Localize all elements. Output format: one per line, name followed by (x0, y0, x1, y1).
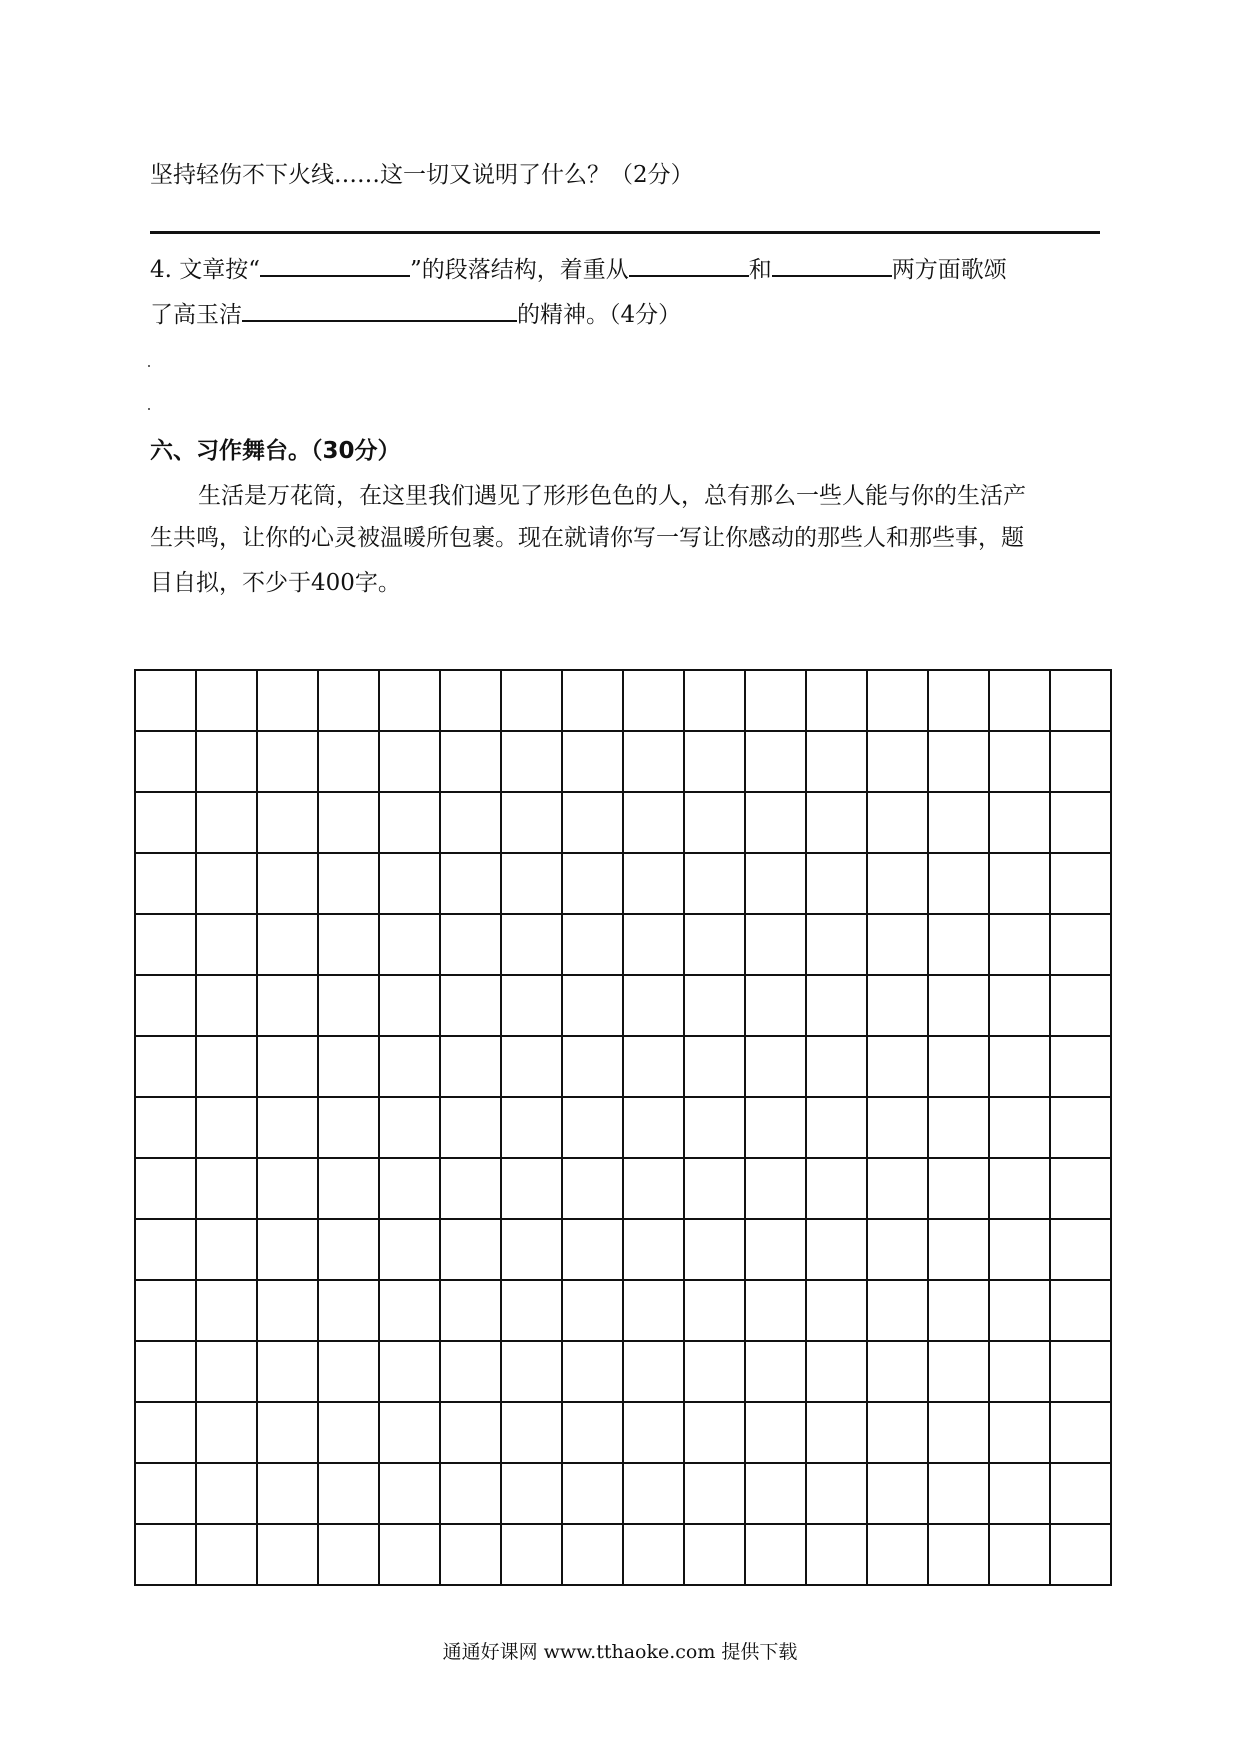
grid-cell[interactable] (562, 853, 623, 914)
grid-cell[interactable] (684, 975, 745, 1036)
grid-cell[interactable] (867, 1097, 928, 1158)
grid-cell[interactable] (745, 914, 806, 975)
grid-cell[interactable] (562, 1402, 623, 1463)
grid-cell[interactable] (745, 1280, 806, 1341)
grid-cell[interactable] (806, 975, 867, 1036)
grid-cell[interactable] (257, 1097, 318, 1158)
footer: 通通好课网 www.tthaoke.com 提供下载 (442, 1641, 798, 1663)
grid-row (135, 792, 1111, 853)
grid-cell[interactable] (1050, 853, 1111, 914)
grid-cell[interactable] (196, 975, 257, 1036)
grid-cell[interactable] (379, 1524, 440, 1585)
grid-cell[interactable] (806, 731, 867, 792)
grid-cell[interactable] (989, 1280, 1050, 1341)
grid-cell[interactable] (623, 1341, 684, 1402)
grid-cell[interactable] (1050, 1036, 1111, 1097)
grid-cell[interactable] (318, 1524, 379, 1585)
grid-cell[interactable] (928, 1158, 989, 1219)
grid-cell[interactable] (806, 1097, 867, 1158)
grid-cell[interactable] (135, 731, 196, 792)
grid-cell[interactable] (684, 1463, 745, 1524)
grid-cell[interactable] (928, 731, 989, 792)
grid-cell[interactable] (745, 1219, 806, 1280)
grid-cell[interactable] (684, 792, 745, 853)
grid-cell[interactable] (135, 1219, 196, 1280)
grid-row (135, 1524, 1111, 1585)
grid-cell[interactable] (928, 792, 989, 853)
grid-cell[interactable] (867, 731, 928, 792)
scan-speck (148, 365, 150, 367)
question-3-tail: 坚持轻伤不下火线……这一切又说明了什么？（2分） (150, 162, 694, 188)
grid-cell[interactable] (379, 1097, 440, 1158)
grid-cell[interactable] (196, 792, 257, 853)
grid-row (135, 1341, 1111, 1402)
grid-cell[interactable] (745, 975, 806, 1036)
grid-cell[interactable] (684, 914, 745, 975)
grid-cell[interactable] (501, 1036, 562, 1097)
grid-cell[interactable] (318, 1341, 379, 1402)
grid-cell[interactable] (989, 792, 1050, 853)
grid-cell[interactable] (318, 792, 379, 853)
grid-cell[interactable] (867, 853, 928, 914)
grid-cell[interactable] (928, 1463, 989, 1524)
grid-cell[interactable] (257, 1036, 318, 1097)
grid-cell[interactable] (440, 1402, 501, 1463)
grid-row (135, 914, 1111, 975)
grid-cell[interactable] (135, 1341, 196, 1402)
grid-cell[interactable] (257, 975, 318, 1036)
grid-cell[interactable] (623, 975, 684, 1036)
grid-cell[interactable] (257, 670, 318, 731)
grid-cell[interactable] (196, 1158, 257, 1219)
grid-cell[interactable] (806, 1341, 867, 1402)
grid-cell[interactable] (440, 914, 501, 975)
grid-cell[interactable] (440, 1341, 501, 1402)
grid-cell[interactable] (318, 731, 379, 792)
grid-cell[interactable] (562, 1158, 623, 1219)
grid-cell[interactable] (989, 670, 1050, 731)
grid-cell[interactable] (379, 670, 440, 731)
grid-cell[interactable] (440, 731, 501, 792)
grid-cell[interactable] (1050, 792, 1111, 853)
grid-cell[interactable] (806, 1158, 867, 1219)
grid-cell[interactable] (623, 914, 684, 975)
question-4-line-1 (150, 253, 1007, 285)
grid-cell[interactable] (745, 853, 806, 914)
grid-cell[interactable] (989, 1097, 1050, 1158)
grid-cell[interactable] (318, 1097, 379, 1158)
grid-cell[interactable] (196, 1036, 257, 1097)
grid-cell[interactable] (1050, 1280, 1111, 1341)
grid-cell[interactable] (318, 853, 379, 914)
grid-cell[interactable] (257, 853, 318, 914)
grid-cell[interactable] (501, 1524, 562, 1585)
grid-cell[interactable] (989, 1219, 1050, 1280)
grid-cell[interactable] (745, 1158, 806, 1219)
grid-cell[interactable] (867, 1219, 928, 1280)
grid-cell[interactable] (1050, 1097, 1111, 1158)
grid-cell[interactable] (257, 1402, 318, 1463)
grid-row (135, 1463, 1111, 1524)
grid-cell[interactable] (562, 1341, 623, 1402)
grid-cell[interactable] (135, 914, 196, 975)
grid-cell[interactable] (501, 1463, 562, 1524)
grid-cell[interactable] (196, 853, 257, 914)
grid-row (135, 670, 1111, 731)
grid-cell[interactable] (745, 1341, 806, 1402)
grid-cell[interactable] (257, 1524, 318, 1585)
grid-cell[interactable] (135, 853, 196, 914)
grid-cell[interactable] (1050, 1402, 1111, 1463)
grid-cell[interactable] (928, 670, 989, 731)
grid-cell[interactable] (135, 1524, 196, 1585)
grid-cell[interactable] (318, 1036, 379, 1097)
grid-cell[interactable] (501, 1219, 562, 1280)
grid-cell[interactable] (684, 1524, 745, 1585)
grid-cell[interactable] (501, 1280, 562, 1341)
grid-cell[interactable] (562, 914, 623, 975)
grid-cell[interactable] (379, 1280, 440, 1341)
question-4-text-d: 两方面歌颂 (891, 257, 1007, 283)
grid-cell[interactable] (379, 853, 440, 914)
grid-cell[interactable] (989, 914, 1050, 975)
grid-cell[interactable] (440, 1097, 501, 1158)
question-4-text-c: 和 (748, 257, 772, 283)
grid-cell[interactable] (440, 1463, 501, 1524)
grid-cell[interactable] (135, 792, 196, 853)
grid-cell[interactable] (135, 670, 196, 731)
grid-cell[interactable] (684, 731, 745, 792)
grid-cell[interactable] (684, 1158, 745, 1219)
grid-cell[interactable] (501, 975, 562, 1036)
grid-cell[interactable] (440, 792, 501, 853)
grid-cell[interactable] (379, 792, 440, 853)
question-4-text-a: 文章按“ (179, 257, 261, 283)
grid-cell[interactable] (684, 670, 745, 731)
grid-cell[interactable] (806, 853, 867, 914)
grid-cell[interactable] (501, 1402, 562, 1463)
grid-cell[interactable] (318, 1219, 379, 1280)
grid-cell[interactable] (440, 670, 501, 731)
prompt-line-2: 生共鸣，让你的心灵被温暖所包裹。现在就请你写一写让你感动的那些人和那些事，题 (150, 525, 1024, 551)
grid-cell[interactable] (257, 1341, 318, 1402)
grid-cell[interactable] (745, 792, 806, 853)
blank-aspect-2[interactable] (772, 253, 892, 277)
grid-cell[interactable] (379, 975, 440, 1036)
grid-cell[interactable] (257, 1280, 318, 1341)
grid-cell[interactable] (135, 1280, 196, 1341)
grid-cell[interactable] (562, 1097, 623, 1158)
grid-cell[interactable] (135, 975, 196, 1036)
grid-cell[interactable] (623, 853, 684, 914)
grid-cell[interactable] (257, 1219, 318, 1280)
grid-cell[interactable] (562, 1463, 623, 1524)
prompt-line-3: 目自拟，不少于400字。 (150, 570, 401, 596)
grid-cell[interactable] (867, 914, 928, 975)
question-4-text-b: ”的段落结构，着重从 (410, 257, 629, 283)
grid-cell[interactable] (989, 1341, 1050, 1402)
grid-cell[interactable] (562, 792, 623, 853)
grid-cell[interactable] (745, 1402, 806, 1463)
grid-cell[interactable] (806, 1036, 867, 1097)
grid-cell[interactable] (867, 1402, 928, 1463)
grid-cell[interactable] (196, 1341, 257, 1402)
grid-cell[interactable] (928, 1097, 989, 1158)
grid-row (135, 1036, 1111, 1097)
blank-spirit[interactable] (242, 298, 517, 322)
grid-cell[interactable] (379, 1219, 440, 1280)
grid-cell[interactable] (196, 1280, 257, 1341)
grid-cell[interactable] (379, 1402, 440, 1463)
grid-cell[interactable] (135, 1158, 196, 1219)
blank-structure[interactable] (260, 253, 410, 277)
grid-cell[interactable] (867, 1158, 928, 1219)
question-4-text-e: 了高玉洁 (150, 302, 242, 328)
grid-cell[interactable] (1050, 975, 1111, 1036)
grid-cell[interactable] (684, 1280, 745, 1341)
grid-cell[interactable] (440, 1524, 501, 1585)
grid-cell[interactable] (623, 670, 684, 731)
grid-cell[interactable] (562, 975, 623, 1036)
grid-cell[interactable] (928, 1036, 989, 1097)
question-4-line-2 (150, 298, 681, 330)
grid-cell[interactable] (806, 1463, 867, 1524)
grid-cell[interactable] (440, 1036, 501, 1097)
grid-cell[interactable] (928, 975, 989, 1036)
grid-cell[interactable] (257, 914, 318, 975)
grid-cell[interactable] (806, 670, 867, 731)
grid-cell[interactable] (196, 670, 257, 731)
grid-cell[interactable] (135, 1402, 196, 1463)
grid-cell[interactable] (806, 1219, 867, 1280)
grid-cell[interactable] (867, 975, 928, 1036)
section-6-title: 六、习作舞台。（30分） (150, 438, 401, 464)
grid-cell[interactable] (379, 1158, 440, 1219)
grid-cell[interactable] (562, 1524, 623, 1585)
answer-line[interactable] (150, 231, 1100, 234)
grid-cell[interactable] (440, 1158, 501, 1219)
grid-cell[interactable] (623, 1280, 684, 1341)
grid-cell[interactable] (379, 1341, 440, 1402)
grid-cell[interactable] (867, 670, 928, 731)
grid-cell[interactable] (745, 1463, 806, 1524)
grid-cell[interactable] (623, 1524, 684, 1585)
prompt-line-1: 生活是万花筒，在这里我们遇见了形形色色的人，总有那么一些人能与你的生活产 (198, 483, 1026, 509)
grid-cell[interactable] (623, 1036, 684, 1097)
grid-cell[interactable] (1050, 1463, 1111, 1524)
grid-cell[interactable] (623, 1463, 684, 1524)
grid-cell[interactable] (745, 670, 806, 731)
grid-cell[interactable] (379, 731, 440, 792)
grid-cell[interactable] (562, 1280, 623, 1341)
grid-cell[interactable] (1050, 914, 1111, 975)
grid-cell[interactable] (501, 670, 562, 731)
grid-cell[interactable] (684, 1036, 745, 1097)
grid-cell[interactable] (562, 731, 623, 792)
grid-cell[interactable] (501, 1341, 562, 1402)
grid-cell[interactable] (318, 670, 379, 731)
grid-cell[interactable] (501, 853, 562, 914)
scan-speck (148, 408, 150, 410)
grid-cell[interactable] (989, 1463, 1050, 1524)
grid-cell[interactable] (806, 1402, 867, 1463)
grid-cell[interactable] (562, 1219, 623, 1280)
grid-cell[interactable] (318, 1402, 379, 1463)
grid-cell[interactable] (196, 1463, 257, 1524)
grid-cell[interactable] (501, 731, 562, 792)
grid-cell[interactable] (684, 853, 745, 914)
grid-cell[interactable] (623, 1158, 684, 1219)
grid-cell[interactable] (196, 731, 257, 792)
grid-cell[interactable] (928, 1402, 989, 1463)
grid-cell[interactable] (501, 792, 562, 853)
grid-cell[interactable] (196, 1219, 257, 1280)
grid-cell[interactable] (928, 853, 989, 914)
grid-cell[interactable] (379, 1463, 440, 1524)
grid-cell[interactable] (867, 1036, 928, 1097)
grid-cell[interactable] (684, 1402, 745, 1463)
grid-cell[interactable] (867, 1524, 928, 1585)
grid-cell[interactable] (1050, 731, 1111, 792)
grid-cell[interactable] (989, 1158, 1050, 1219)
grid-cell[interactable] (989, 731, 1050, 792)
grid-cell[interactable] (928, 914, 989, 975)
grid-cell[interactable] (1050, 670, 1111, 731)
grid-cell[interactable] (867, 792, 928, 853)
grid-cell[interactable] (623, 792, 684, 853)
blank-aspect-1[interactable] (629, 253, 749, 277)
grid-row (135, 975, 1111, 1036)
grid-cell[interactable] (806, 792, 867, 853)
grid-cell[interactable] (623, 1097, 684, 1158)
grid-cell[interactable] (257, 1158, 318, 1219)
grid-cell[interactable] (257, 1463, 318, 1524)
grid-cell[interactable] (318, 975, 379, 1036)
grid-cell[interactable] (684, 1219, 745, 1280)
grid-row (135, 1402, 1111, 1463)
grid-cell[interactable] (745, 731, 806, 792)
grid-cell[interactable] (257, 792, 318, 853)
grid-cell[interactable] (318, 914, 379, 975)
grid-cell[interactable] (806, 1524, 867, 1585)
grid-row (135, 1219, 1111, 1280)
grid-cell[interactable] (684, 1341, 745, 1402)
grid-cell[interactable] (989, 1036, 1050, 1097)
grid-cell[interactable] (867, 1463, 928, 1524)
grid-cell[interactable] (745, 1097, 806, 1158)
grid-cell[interactable] (623, 731, 684, 792)
grid-cell[interactable] (928, 1524, 989, 1585)
grid-cell[interactable] (989, 975, 1050, 1036)
grid-cell[interactable] (318, 1463, 379, 1524)
grid-cell[interactable] (867, 1341, 928, 1402)
grid-cell[interactable] (1050, 1341, 1111, 1402)
writing-grid[interactable] (134, 669, 1112, 1586)
grid-cell[interactable] (379, 1036, 440, 1097)
grid-cell[interactable] (501, 1158, 562, 1219)
grid-cell[interactable] (440, 1219, 501, 1280)
grid-cell[interactable] (196, 1402, 257, 1463)
grid-cell[interactable] (196, 1097, 257, 1158)
grid-cell[interactable] (928, 1280, 989, 1341)
question-number: 4. (150, 257, 172, 283)
grid-cell[interactable] (928, 1219, 989, 1280)
grid-cell[interactable] (1050, 1219, 1111, 1280)
grid-cell[interactable] (196, 1524, 257, 1585)
grid-row (135, 1158, 1111, 1219)
grid-cell[interactable] (745, 1524, 806, 1585)
grid-cell[interactable] (806, 914, 867, 975)
grid-cell[interactable] (135, 1036, 196, 1097)
grid-cell[interactable] (501, 914, 562, 975)
grid-cell[interactable] (623, 1219, 684, 1280)
grid-cell[interactable] (135, 1463, 196, 1524)
question-4-text-f: 的精神。（4分） (517, 302, 682, 328)
grid-cell[interactable] (623, 1402, 684, 1463)
grid-cell[interactable] (562, 670, 623, 731)
grid-cell[interactable] (745, 1036, 806, 1097)
grid-row (135, 731, 1111, 792)
grid-cell[interactable] (989, 1524, 1050, 1585)
grid-row (135, 1280, 1111, 1341)
grid-row (135, 853, 1111, 914)
grid-cell[interactable] (867, 1280, 928, 1341)
grid-cell[interactable] (135, 1097, 196, 1158)
grid-cell[interactable] (440, 853, 501, 914)
grid-cell[interactable] (806, 1280, 867, 1341)
grid-cell[interactable] (1050, 1158, 1111, 1219)
grid-cell[interactable] (318, 1158, 379, 1219)
grid-cell[interactable] (257, 731, 318, 792)
grid-cell[interactable] (989, 853, 1050, 914)
grid-cell[interactable] (989, 1402, 1050, 1463)
grid-cell[interactable] (562, 1036, 623, 1097)
grid-row (135, 1097, 1111, 1158)
grid-cell[interactable] (440, 1280, 501, 1341)
grid-cell[interactable] (196, 914, 257, 975)
grid-cell[interactable] (440, 975, 501, 1036)
grid-cell[interactable] (928, 1341, 989, 1402)
grid-cell[interactable] (684, 1097, 745, 1158)
grid-cell[interactable] (318, 1280, 379, 1341)
grid-cell[interactable] (379, 914, 440, 975)
grid-cell[interactable] (1050, 1524, 1111, 1585)
grid-cell[interactable] (501, 1097, 562, 1158)
